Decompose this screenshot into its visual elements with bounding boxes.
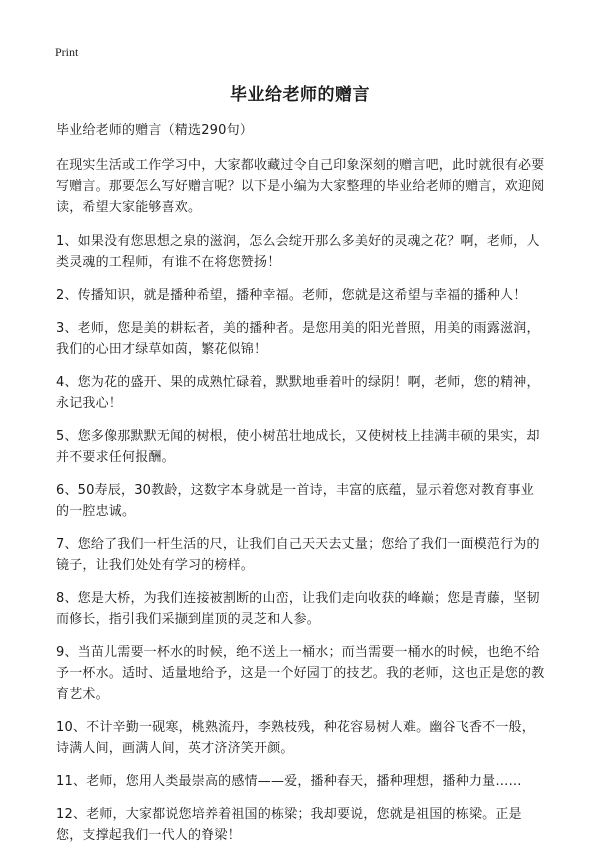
article-subtitle: 毕业给老师的赠言（精选290句） bbox=[56, 123, 254, 138]
list-item: 1、如果没有您思想之泉的滋润，怎么会绽开那么多美好的灵魂之花？啊，老师，人类灵魂的工程师，有谁不在将您赞扬！ bbox=[56, 234, 540, 270]
article-body bbox=[56, 120, 546, 858]
print-link[interactable]: Print bbox=[55, 45, 79, 59]
list-item: 6、50寿辰，30教龄，这数字本身就是一首诗，丰富的底蕴，显示着您对教育事业的一腔忠诚。 bbox=[56, 483, 534, 519]
list-item: 11、老师，您用人类最崇高的感情——爱，播种春天，播种理想，播种力量…… bbox=[56, 774, 522, 789]
page-title: 毕业给老师的赠言 bbox=[230, 85, 370, 105]
list-item: 9、当苗儿需要一杯水的时候，绝不送上一桶水；而当需要一桶水的时候，也绝不给予一杯水。适时、适量地给予，这是一个好园丁的技艺。我的老师，这也正是您的教育艺术。 bbox=[56, 645, 545, 702]
list-item: 4、您为花的盛开、果的成熟忙碌着，默默地垂着叶的绿阴！啊，老师，您的精神，永记我心！ bbox=[56, 375, 540, 411]
list-item: 10、不计辛勤一砚寒，桃熟流丹，李熟枝残，种花容易树人难。幽谷飞香不一般，诗满人间，画满人间，英才济济笑开颜。 bbox=[56, 720, 535, 756]
article-intro: 在现实生活或工作学习中，大家都收藏过令自己印象深刻的赠言吧，此时就很有必要写赠言。那要怎么写好赠言呢？以下是小编为大家整理的毕业给老师的赠言，欢迎阅读，希望大家能够喜欢。 bbox=[56, 158, 545, 215]
list-item: 8、您是大桥，为我们连接被割断的山峦，让我们走向收获的峰巅；您是青藤，坚韧而修长，指引我们采撷到崖顶的灵芝和人参。 bbox=[56, 591, 540, 627]
list-item: 2、传播知识，就是播种希望，播种幸福。老师，您就是这希望与幸福的播种人！ bbox=[56, 288, 527, 303]
list-item: 12、老师，大家都说您培养着祖国的栋梁；我却要说，您就是祖国的栋梁。正是您，支撑起我们一代人的脊梁！ bbox=[56, 807, 522, 843]
list-item: 7、您给了我们一杆生活的尺，让我们自己天天去丈量；您给了我们一面模范行为的镜子，让我们处处有学习的榜样。 bbox=[56, 537, 540, 573]
list-item: 3、老师，您是美的耕耘者，美的播种者。是您用美的阳光普照，用美的雨露滋润，我们的心田才绿草如茵，繁花似锦！ bbox=[56, 321, 540, 357]
list-item: 5、您多像那默默无闻的树根，使小树茁壮地成长，又使树枝上挂满丰硕的果实，却并不要求任何报酬。 bbox=[56, 429, 540, 465]
